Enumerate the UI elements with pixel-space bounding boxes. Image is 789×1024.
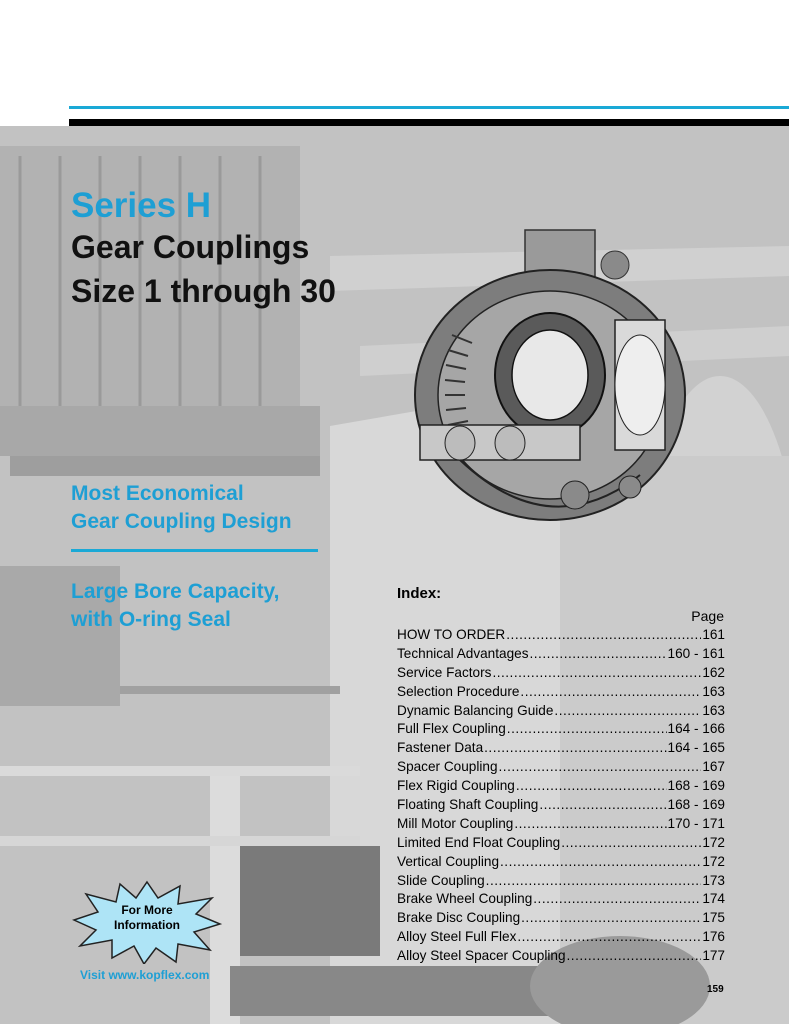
index-entry-page: 172: [702, 834, 725, 850]
index-entry[interactable]: [397, 627, 725, 646]
index-entry-label: Flex Rigid Coupling: [397, 778, 515, 794]
dot-leader: [500, 854, 701, 869]
tagline-economical-1: Most Economical: [71, 482, 244, 505]
dot-leader: [554, 703, 701, 718]
dot-leader: [484, 740, 666, 755]
more-info-text: [72, 903, 222, 933]
tagline-divider: [71, 549, 318, 552]
index-entry-page: 163: [702, 702, 725, 718]
dot-leader: [499, 759, 702, 774]
index-entry[interactable]: [397, 721, 725, 740]
dot-leader: [567, 948, 702, 963]
index-entry[interactable]: [397, 948, 725, 967]
index-entry[interactable]: [397, 703, 725, 722]
index-entry-label: Dynamic Balancing Guide: [397, 702, 554, 718]
index-entry[interactable]: [397, 759, 725, 778]
dot-leader: [492, 665, 701, 680]
index-entry-label: Floating Shaft Coupling: [397, 797, 539, 813]
tagline-bore-1: Large Bore Capacity,: [71, 580, 280, 603]
index-entry-page: 167: [702, 759, 725, 775]
index-entry-page: 172: [702, 853, 725, 869]
dot-leader: [514, 816, 666, 831]
index-entry-label: Mill Motor Coupling: [397, 815, 514, 831]
dot-leader: [561, 835, 701, 850]
index-entry[interactable]: [397, 929, 725, 948]
index-entry[interactable]: [397, 835, 725, 854]
index-entry[interactable]: [397, 854, 725, 873]
index-entry-label: Technical Advantages: [397, 645, 529, 661]
website-link[interactable]: Visit www.kopflex.com: [80, 968, 210, 982]
index-entry-page: 162: [702, 664, 725, 680]
index-entry-page: 161: [702, 627, 725, 642]
gear-coupling-illustration: [400, 225, 700, 545]
index-entry-page: 175: [702, 910, 725, 926]
index-entry-label: Selection Procedure: [397, 683, 520, 699]
index-entry[interactable]: [397, 665, 725, 684]
index-entry[interactable]: [397, 778, 725, 797]
index-entry[interactable]: [397, 646, 725, 665]
index-entry-page: 168 - 169: [667, 797, 725, 813]
index-entry[interactable]: [397, 910, 725, 929]
index-entry-page: 177: [702, 948, 725, 964]
index-entry-page: 160 - 161: [667, 645, 725, 661]
top-accent-rule: [69, 106, 789, 109]
more-info-line-2: Information: [114, 918, 180, 932]
index-entry[interactable]: [397, 873, 725, 892]
index-entry-label: Alloy Steel Full Flex: [397, 929, 517, 945]
dot-leader: [520, 684, 701, 699]
series-title: Series H: [71, 186, 212, 225]
index-list: [397, 627, 725, 967]
index-entry[interactable]: [397, 816, 725, 835]
dot-leader: [507, 721, 667, 736]
index-heading: Index:: [397, 585, 442, 602]
index-entry[interactable]: [397, 684, 725, 703]
dot-leader: [517, 929, 701, 944]
index-entry-page: 168 - 169: [667, 778, 725, 794]
page-number: 159: [707, 984, 724, 995]
index-entry-page: 174: [702, 891, 725, 907]
index-entry[interactable]: [397, 797, 725, 816]
tagline-bore-2: with O-ring Seal: [71, 608, 231, 631]
index-entry-label: Brake Wheel Coupling: [397, 891, 533, 907]
index-entry-page: 163: [702, 683, 725, 699]
dot-leader: [539, 797, 666, 812]
index-page-header: Page: [691, 608, 724, 624]
tagline-economical-2: Gear Coupling Design: [71, 510, 292, 533]
index-entry-label: Slide Coupling: [397, 872, 485, 888]
index-entry-label: Brake Disc Coupling: [397, 910, 521, 926]
top-black-rule: [69, 119, 789, 126]
title-line-1: Gear Couplings: [71, 229, 310, 265]
title-line-2: Size 1 through 30: [71, 273, 336, 309]
dot-leader: [486, 873, 702, 888]
index-entry-page: 164 - 165: [667, 740, 725, 756]
dot-leader: [521, 910, 701, 925]
dot-leader: [530, 646, 667, 661]
index-entry[interactable]: [397, 891, 725, 910]
index-entry-page: 170 - 171: [667, 815, 725, 831]
index-entry[interactable]: [397, 740, 725, 759]
index-entry-label: HOW TO ORDER: [397, 627, 506, 642]
dot-leader: [506, 627, 701, 642]
dot-leader: [516, 778, 667, 793]
index-entry-page: 164 - 166: [667, 721, 725, 737]
index-entry-label: Service Factors: [397, 664, 492, 680]
index-entry-label: Fastener Data: [397, 740, 484, 756]
index-entry-label: Alloy Steel Spacer Coupling: [397, 948, 566, 964]
index-entry-label: Full Flex Coupling: [397, 721, 506, 737]
index-entry-page: 173: [702, 872, 725, 888]
index-entry-label: Spacer Coupling: [397, 759, 498, 775]
index-entry-label: Vertical Coupling: [397, 853, 500, 869]
index-entry-label: Limited End Float Coupling: [397, 834, 561, 850]
index-entry-page: 176: [702, 929, 725, 945]
more-info-line-1: For More: [121, 903, 173, 917]
dot-leader: [533, 891, 701, 906]
